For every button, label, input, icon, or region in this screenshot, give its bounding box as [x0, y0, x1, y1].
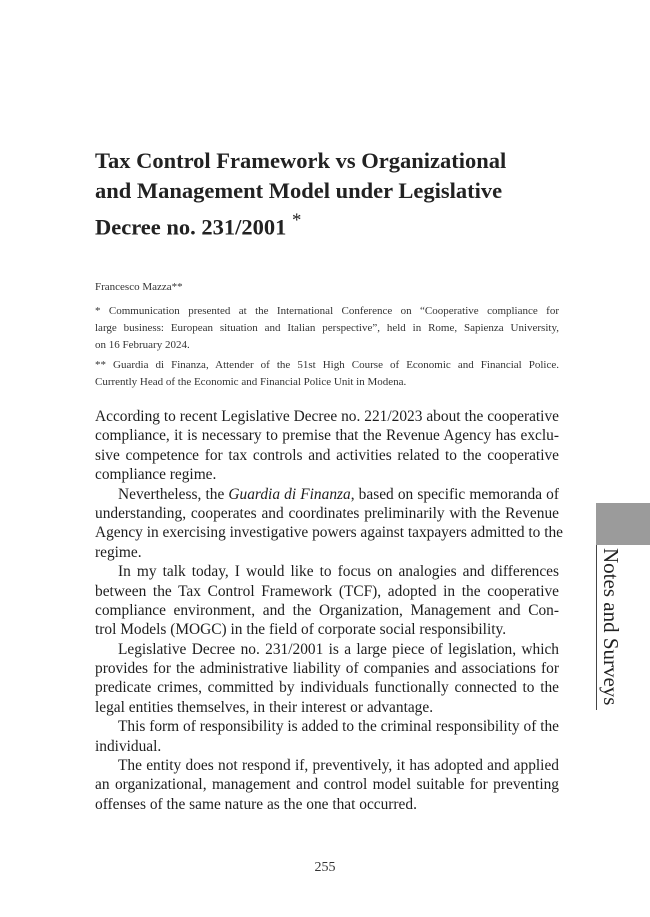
author-name: Francesco Mazza**: [95, 281, 183, 293]
body-line: trol Models (MOGC) in the field of corporate social responsibility.: [95, 621, 507, 639]
body-line: [95, 485, 559, 504]
body-line: individual.: [95, 737, 162, 755]
body-line: provides for the administrative liability of companies and associations for: [95, 660, 559, 678]
body-line: between the Tax Control Framework (TCF), adopted in the cooperative: [95, 582, 559, 600]
body-line: offenses of the same nature as the one that occurred.: [95, 795, 417, 813]
body-line: sive competence for tax controls and activities related to the cooperative: [95, 446, 559, 464]
footnote-conference: [95, 303, 559, 354]
section-tab-marker: [596, 503, 650, 545]
body-line: legal entities themselves, in their interest or advantage.: [95, 698, 434, 716]
footnote-line: * Communication presented at the International Conference on “Cooperative compliance for: [95, 305, 559, 317]
footnote-line: Currently Head of the Economic and Financial Police Unit in Modena.: [95, 376, 407, 388]
body-text-run: Nevertheless, the: [118, 485, 229, 503]
page-number: 255: [314, 860, 336, 875]
body-line: understanding, cooperates and coordinates preliminarily with the Revenue: [95, 504, 559, 522]
body-line: an organizational, management and control model suitable for preventing: [95, 776, 559, 794]
footnote-author: [95, 357, 559, 391]
body-line: compliance regime.: [95, 466, 217, 484]
title-line-text: Decree no. 231/2001: [95, 214, 287, 240]
body-line: Legislative Decree no. 231/2001 is a large piece of legislation, which: [118, 640, 559, 658]
section-label: Notes and Surveys: [599, 548, 623, 706]
body-text-run: , based on specific memoranda of: [350, 485, 559, 503]
title-line: Tax Control Framework vs Organizational: [95, 148, 507, 173]
article-body: [95, 407, 563, 814]
body-line: According to recent Legislative Decree no. 221/2023 about the cooperative: [95, 408, 559, 425]
body-line: regime.: [95, 543, 142, 561]
title-line: [95, 206, 535, 243]
body-line: compliance, it is necessary to premise that the Revenue Agency has exclu-: [95, 427, 559, 445]
title-footnote-mark: *: [292, 210, 302, 231]
footnote-line: large business: European situation and Italian perspective”, held in Rome, Sapienza University,: [95, 322, 559, 334]
body-line: In my talk today, I would like to focus on analogies and differences: [118, 563, 559, 581]
emphasis-guardia: Guardia di Finanza: [228, 485, 351, 503]
body-line: Agency in exercising investigative powers against taxpayers admitted to the: [95, 524, 563, 542]
body-line: The entity does not respond if, preventively, it has adopted and applied: [118, 757, 559, 775]
article-title: [95, 146, 535, 243]
body-line: This form of responsibility is added to the criminal responsibility of the: [118, 718, 559, 736]
section-tab-rule: [596, 545, 597, 710]
body-line: compliance environment, and the Organization, Management and Con-: [95, 601, 559, 619]
title-line: and Management Model under Legislative: [95, 178, 503, 203]
body-line: predicate crimes, committed by individuals functionally connected to the: [95, 679, 559, 697]
footnote-line: ** Guardia di Finanza, Attender of the 51st High Course of Economic and Financial Police.: [95, 359, 559, 371]
footnote-line: on 16 February 2024.: [95, 339, 190, 351]
